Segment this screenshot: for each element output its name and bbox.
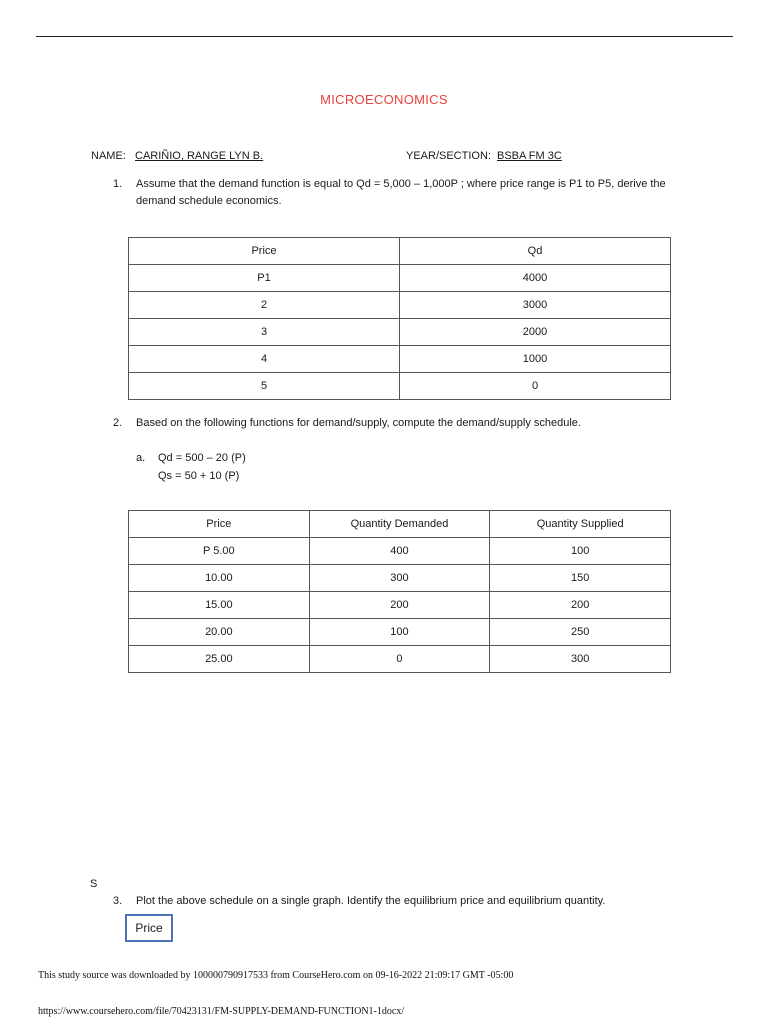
table-cell: 200	[309, 592, 490, 619]
table-row	[129, 646, 671, 673]
table-row	[129, 538, 671, 565]
table-cell: 200	[490, 592, 671, 619]
table-row	[129, 565, 671, 592]
table-header-row	[129, 511, 671, 538]
table-cell: 250	[490, 619, 671, 646]
question-2-number: 2.	[113, 417, 123, 429]
table-cell: 4000	[400, 265, 671, 292]
question-3-text: Plot the above schedule on a single graph. Identify the equilibrium price and equilibrium quantity.	[136, 895, 606, 907]
table-header-cell: Quantity Demanded	[309, 511, 490, 538]
question-3-number: 3.	[113, 895, 123, 907]
table-cell: 400	[309, 538, 490, 565]
table-cell: 10.00	[129, 565, 310, 592]
table-cell: 2000	[400, 319, 671, 346]
table-cell: 3000	[400, 292, 671, 319]
question-2-text: Based on the following functions for demand/supply, compute the demand/supply schedule.	[136, 417, 581, 429]
top-divider	[36, 36, 733, 37]
source-url-line: https://www.coursehero.com/file/70423131/FM-SUPPLY-DEMAND-FUNCTION1-1docx/	[38, 1006, 405, 1017]
table-header-row	[129, 238, 671, 265]
table-cell: 4	[129, 346, 400, 373]
table-cell: 2	[129, 292, 400, 319]
page-title: MICROECONOMICS	[320, 92, 448, 107]
table-row	[129, 373, 671, 400]
table-cell: 15.00	[129, 592, 310, 619]
table-row	[129, 319, 671, 346]
table-header-cell: Qd	[400, 238, 671, 265]
table-cell: P 5.00	[129, 538, 310, 565]
table-row	[129, 592, 671, 619]
table-cell: P1	[129, 265, 400, 292]
sub-question-a-letter: a.	[136, 452, 146, 464]
demand-function: Qd = 500 – 20 (P)	[158, 452, 246, 464]
name-value: CARIÑIO, RANGE LYN B.	[135, 150, 264, 162]
question-1-text: Assume that the demand function is equal to Qd = 5,000 – 1,000P ; where price range is P1 to P5, derive the demand schedule economics.	[136, 178, 666, 207]
table-row	[129, 619, 671, 646]
price-axis-label-box: Price	[125, 914, 173, 942]
table-cell: 300	[490, 646, 671, 673]
stray-character: S	[90, 878, 98, 890]
table-cell: 20.00	[129, 619, 310, 646]
table-cell: 300	[309, 565, 490, 592]
year-section-value: BSBA FM 3C	[497, 150, 562, 162]
download-source-line: This study source was downloaded by 100000790917533 from CourseHero.com on 09-16-2022 21:09:17 GMT -05:00	[38, 970, 514, 981]
table-cell: 0	[309, 646, 490, 673]
supply-function: Qs = 50 + 10 (P)	[158, 470, 240, 482]
table-row	[129, 265, 671, 292]
question-1-number: 1.	[113, 178, 123, 190]
sub-question-a-functions	[158, 449, 246, 485]
table-header-cell: Price	[129, 511, 310, 538]
name-label: NAME:	[91, 150, 126, 162]
year-section-label: YEAR/SECTION:	[406, 150, 491, 162]
table-row	[129, 292, 671, 319]
demand-supply-schedule-table	[128, 510, 671, 673]
table-header-cell: Price	[129, 238, 400, 265]
table-cell: 100	[309, 619, 490, 646]
table-row	[129, 346, 671, 373]
table-cell: 150	[490, 565, 671, 592]
table-cell: 5	[129, 373, 400, 400]
table-cell: 1000	[400, 346, 671, 373]
table-cell: 25.00	[129, 646, 310, 673]
table-cell: 100	[490, 538, 671, 565]
table-cell: 0	[400, 373, 671, 400]
table-cell: 3	[129, 319, 400, 346]
demand-schedule-table	[128, 237, 671, 400]
table-header-cell: Quantity Supplied	[490, 511, 671, 538]
